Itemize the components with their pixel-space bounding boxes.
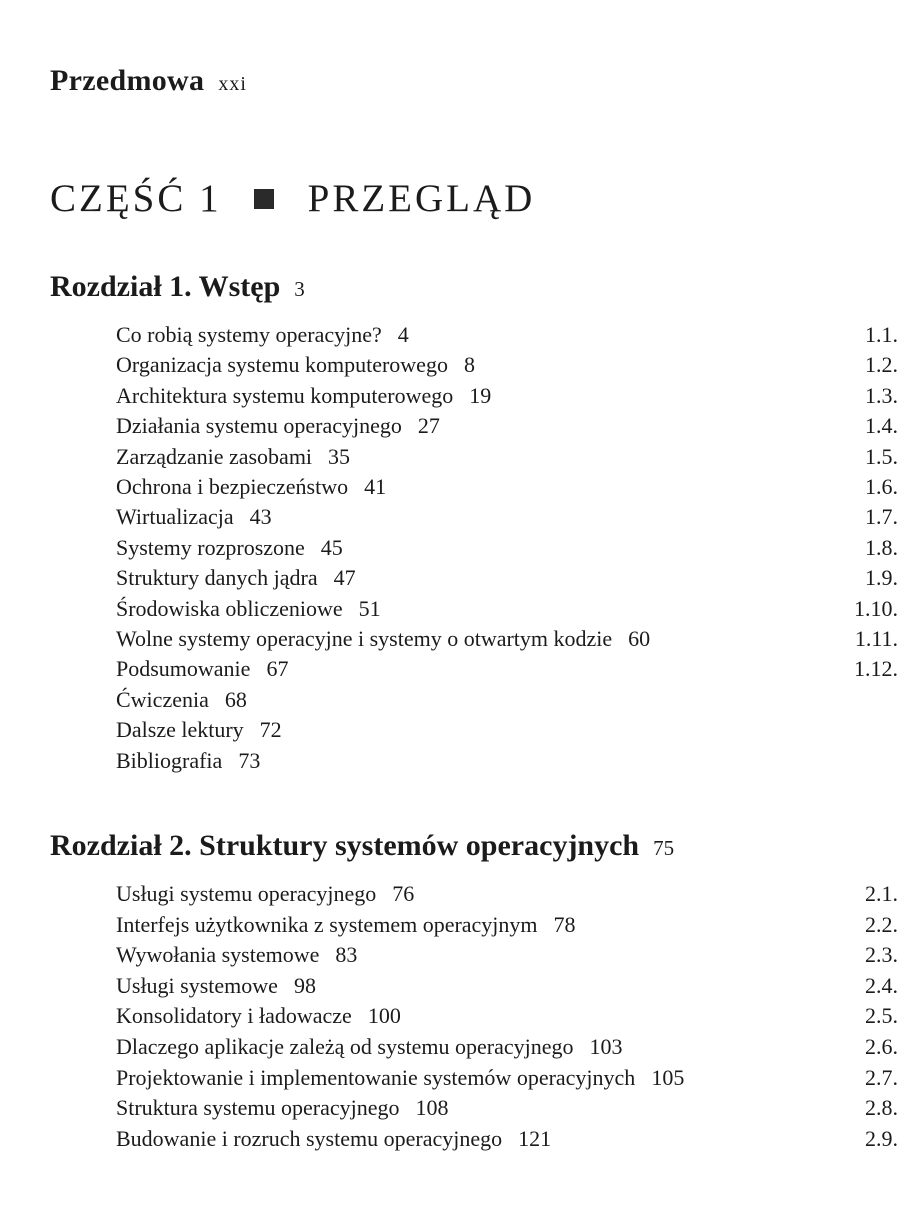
toc-entry-title: Zarządzanie zasobami <box>116 444 313 469</box>
toc-entry-page: 105 <box>651 1065 685 1090</box>
toc-entry-title: Wywołania systemowe <box>116 942 320 967</box>
part-title: PRZEGLĄD <box>307 177 536 220</box>
toc-entry-number: 1.2. <box>865 352 898 377</box>
toc-entry-number: 2.8. <box>865 1095 898 1120</box>
toc-entry-page: 51 <box>358 596 381 621</box>
toc-entry-text <box>116 654 288 684</box>
toc-entry-page: 45 <box>320 535 343 560</box>
toc-entry <box>0 1032 898 1062</box>
toc-entry-page: 121 <box>518 1126 552 1151</box>
toc-entry <box>0 533 898 563</box>
part-heading <box>50 176 535 221</box>
toc-entry-page: 19 <box>469 383 492 408</box>
toc-entry-number: 1.5. <box>865 444 898 469</box>
toc-entry-page: 73 <box>238 748 261 773</box>
preface-title: Przedmowa <box>50 64 205 97</box>
toc-entry-text <box>116 411 440 441</box>
toc-entry-title: Środowiska obliczeniowe <box>116 596 343 621</box>
toc-entry-text <box>116 715 282 745</box>
toc-entry-number: 2.4. <box>865 973 898 998</box>
toc-entry <box>0 320 898 350</box>
toc-entry <box>0 381 898 411</box>
toc-entry-title: Architektura systemu komputerowego <box>116 383 454 408</box>
toc-entry-number: 2.9. <box>865 1126 898 1151</box>
toc-entry-page: 41 <box>364 474 387 499</box>
toc-entry-page: 76 <box>392 881 415 906</box>
toc-entry-text <box>116 350 475 380</box>
toc-entry-page: 35 <box>328 444 351 469</box>
toc-entry <box>0 1093 898 1123</box>
toc-entry-number: 2.1. <box>865 881 898 906</box>
toc-entry <box>0 502 898 532</box>
toc-entry-page: 60 <box>628 626 651 651</box>
toc-entry <box>0 1001 898 1031</box>
toc-entry-title: Działania systemu operacyjnego <box>116 413 402 438</box>
preface-page: xxi <box>218 73 247 95</box>
toc-entry-page: 72 <box>259 717 282 742</box>
toc-entry <box>0 1063 898 1093</box>
toc-entry-text <box>116 746 260 776</box>
toc-entry-title: Co robią systemy operacyjne? <box>116 322 382 347</box>
toc-entry-title: Konsolidatory i ładowacze <box>116 1003 352 1028</box>
toc-entry <box>0 971 898 1001</box>
toc-entry-title: Podsumowanie <box>116 656 251 681</box>
part-label: CZĘŚĆ 1 <box>50 177 222 220</box>
toc-entry-page: 43 <box>249 504 272 529</box>
chapter-page: 75 <box>653 836 675 860</box>
toc-entry <box>0 624 898 654</box>
chapter-heading <box>50 829 674 863</box>
toc-entry-number: 1.9. <box>865 565 898 590</box>
toc-entry-text <box>116 1124 551 1154</box>
toc-entry-page: 4 <box>397 322 409 347</box>
toc-entry-number: 1.8. <box>865 535 898 560</box>
toc-entry-title: Bibliografia <box>116 748 223 773</box>
toc-entry-title: Usługi systemowe <box>116 973 278 998</box>
toc-entry-title: Projektowanie i implementowanie systemów operacyjnych <box>116 1065 636 1090</box>
toc-entry-title: Dlaczego aplikacje zależą od systemu operacyjnego <box>116 1034 574 1059</box>
toc-entry-text <box>116 624 650 654</box>
toc-entry-title: Dalsze lektury <box>116 717 244 742</box>
toc-entry-title: Wolne systemy operacyjne i systemy o otwartym kodzie <box>116 626 613 651</box>
toc-entry-page: 8 <box>463 352 475 377</box>
toc-entry <box>0 910 898 940</box>
chapter-title: Rozdział 2. Struktury systemów operacyjnych <box>50 829 640 862</box>
toc-entry-page: 27 <box>417 413 440 438</box>
toc-entry-title: Struktury danych jądra <box>116 565 318 590</box>
toc-entry-text <box>116 563 356 593</box>
toc-entry <box>0 685 898 715</box>
toc-entry-page: 47 <box>333 565 356 590</box>
toc-entry <box>0 746 898 776</box>
toc-entry-number: 2.7. <box>865 1065 898 1090</box>
toc-entry-page: 78 <box>553 912 576 937</box>
toc-entry-number: 1.4. <box>865 413 898 438</box>
toc-entry-number: 2.3. <box>865 942 898 967</box>
toc-entry-number: 1.12. <box>854 656 898 681</box>
toc-entry-title: Systemy rozproszone <box>116 535 305 560</box>
toc-entry <box>0 654 898 684</box>
toc-entry-text <box>116 442 350 472</box>
toc-entry <box>0 715 898 745</box>
toc-entry-title: Organizacja systemu komputerowego <box>116 352 448 377</box>
toc-entry-text <box>116 1001 401 1031</box>
toc-entry-title: Interfejs użytkownika z systemem operacyjnym <box>116 912 538 937</box>
toc-entry-number: 1.1. <box>865 322 898 347</box>
toc-entry <box>0 563 898 593</box>
toc-entry-title: Budowanie i rozruch systemu operacyjnego <box>116 1126 503 1151</box>
toc-entry-number: 2.6. <box>865 1034 898 1059</box>
toc-entry-number: 1.10. <box>854 596 898 621</box>
toc-entry <box>0 350 898 380</box>
toc-entry-number: 2.2. <box>865 912 898 937</box>
toc-entry <box>0 879 898 909</box>
toc-entry <box>0 442 898 472</box>
toc-entry-title: Ochrona i bezpieczeństwo <box>116 474 349 499</box>
toc-entry-text <box>116 879 414 909</box>
square-bullet-icon <box>254 189 274 209</box>
toc-entry-page: 83 <box>335 942 358 967</box>
toc-entry-title: Ćwiczenia <box>116 687 209 712</box>
toc-entry-number: 1.6. <box>865 474 898 499</box>
toc-entry-page: 103 <box>589 1034 623 1059</box>
toc-entry-title: Struktura systemu operacyjnego <box>116 1095 400 1120</box>
toc-entry-page: 98 <box>293 973 316 998</box>
toc-entry-text <box>116 381 491 411</box>
toc-entry-title: Usługi systemu operacyjnego <box>116 881 377 906</box>
toc-entry-text <box>116 472 386 502</box>
toc-entry <box>0 472 898 502</box>
chapter-title: Rozdział 1. Wstęp <box>50 270 281 303</box>
toc-entry-number: 1.3. <box>865 383 898 408</box>
toc-entry-title: Wirtualizacja <box>116 504 234 529</box>
toc-entry-text <box>116 1063 684 1093</box>
toc-entry-text <box>116 940 357 970</box>
toc-entry-text <box>116 320 409 350</box>
toc-entry-page: 68 <box>224 687 247 712</box>
toc-entry <box>0 594 898 624</box>
toc-entry <box>0 1124 898 1154</box>
toc-entry-page: 108 <box>415 1095 449 1120</box>
toc-entry-number: 2.5. <box>865 1003 898 1028</box>
toc-entry-text <box>116 594 381 624</box>
toc-entry-page: 67 <box>266 656 289 681</box>
toc-entry-text <box>116 971 316 1001</box>
toc-entry-text <box>116 1032 623 1062</box>
chapter-heading <box>50 270 305 304</box>
preface-heading <box>50 64 247 98</box>
toc-entry-text <box>116 685 247 715</box>
toc-entry-text <box>116 1093 449 1123</box>
toc-entry-number: 1.7. <box>865 504 898 529</box>
toc-entry-page: 100 <box>367 1003 401 1028</box>
toc-entry <box>0 940 898 970</box>
toc-entry <box>0 411 898 441</box>
toc-entry-text <box>116 502 272 532</box>
toc-entry-text <box>116 910 576 940</box>
toc-entry-number: 1.11. <box>854 626 898 651</box>
toc-entry-text <box>116 533 343 563</box>
chapter-page: 3 <box>294 277 305 301</box>
